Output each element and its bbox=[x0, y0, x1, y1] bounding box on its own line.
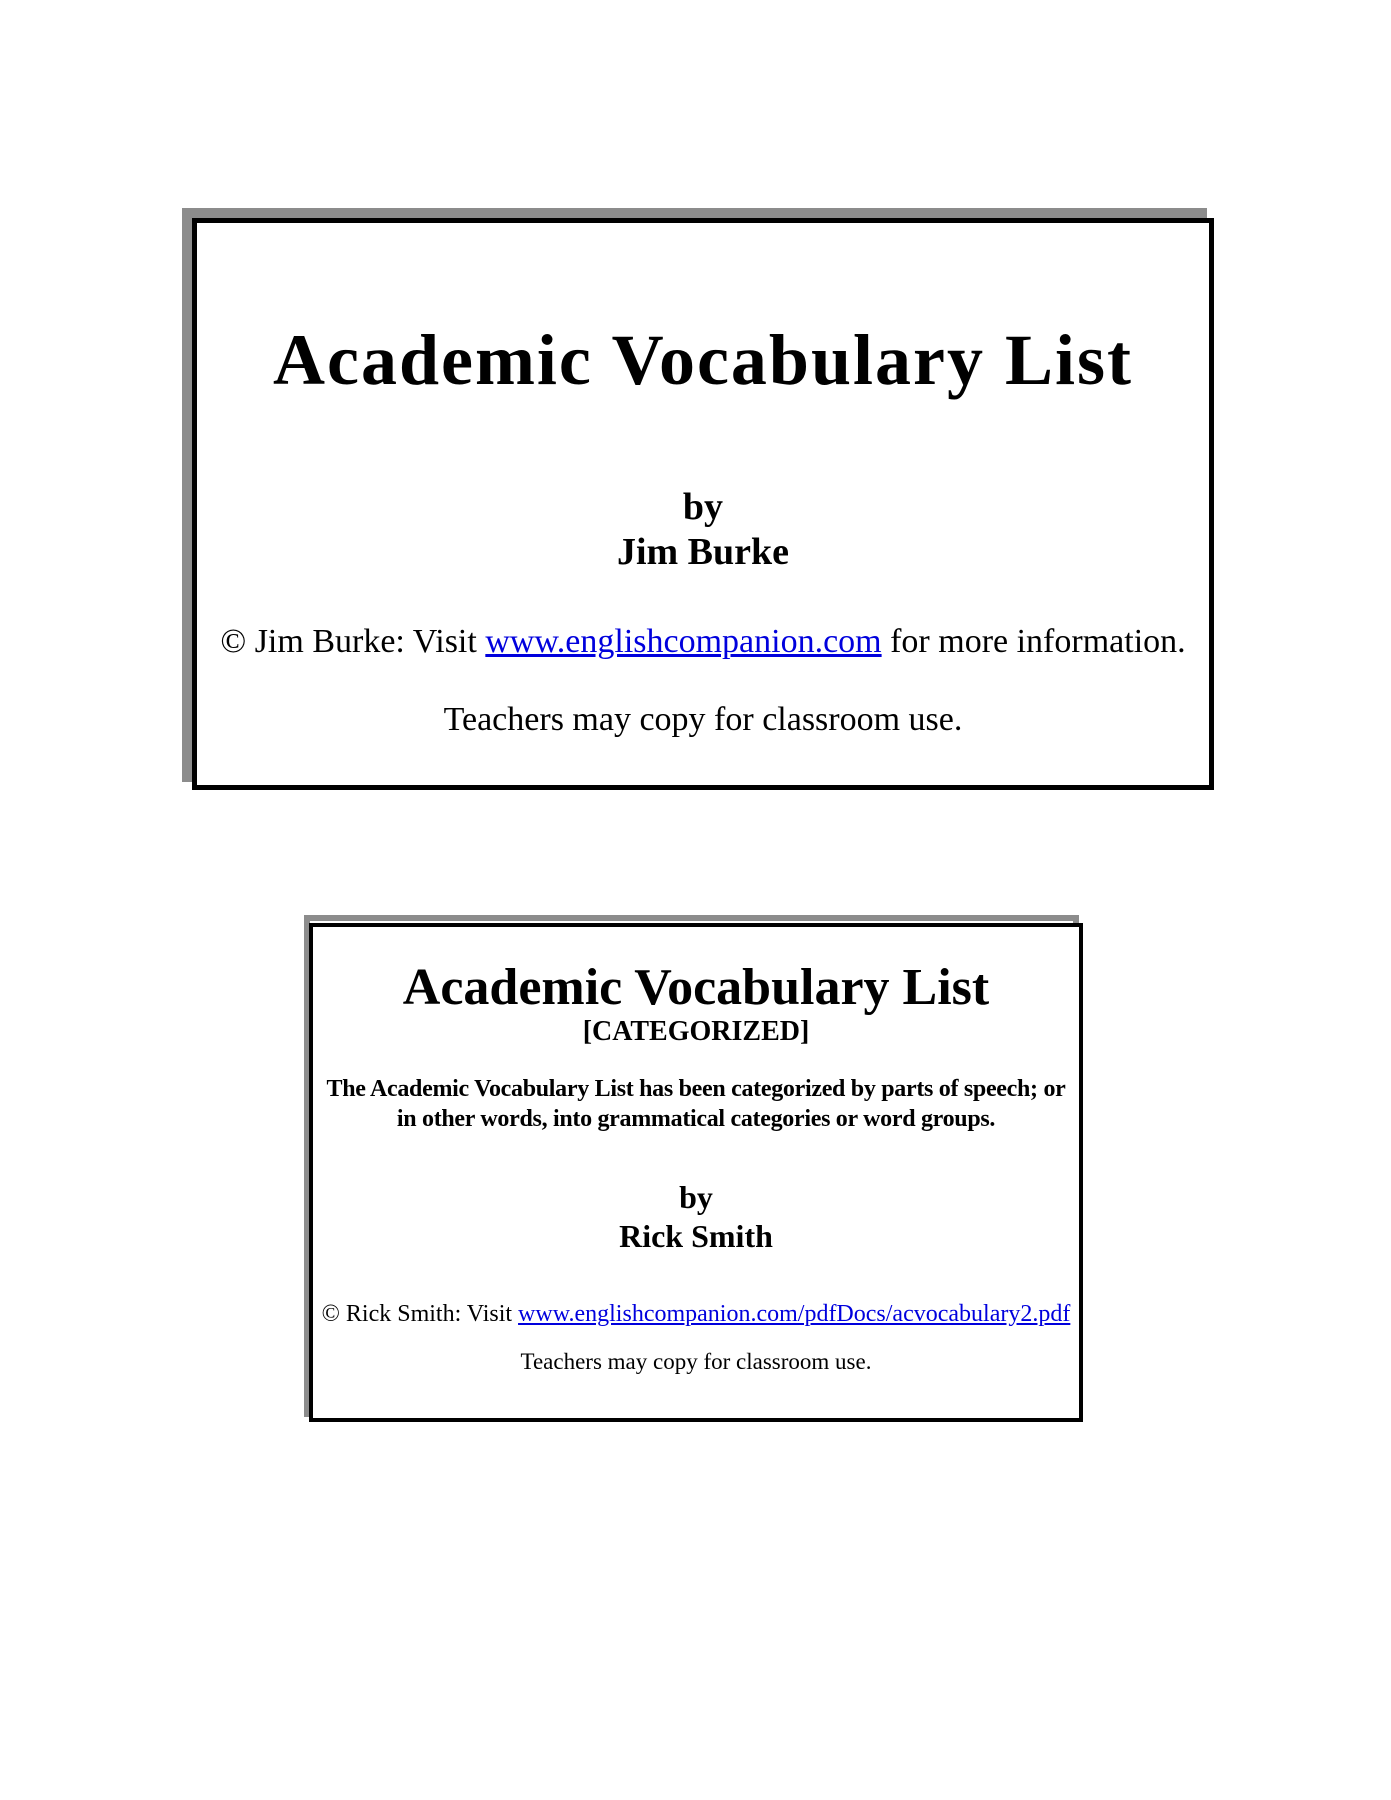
title-box-rick-smith bbox=[304, 915, 1083, 1422]
box1-author: Jim Burke bbox=[616, 531, 790, 573]
box2-author: Rick Smith bbox=[619, 1218, 773, 1254]
box1-usage-note: Teachers may copy for classroom use. bbox=[443, 701, 963, 738]
box2-description-line2: in other words, into grammatical categories or word groups. bbox=[396, 1106, 996, 1132]
box1-copyright-line bbox=[197, 619, 1209, 665]
box2-by-label: by bbox=[679, 1179, 713, 1215]
box1-copyright-suffix: for more information. bbox=[881, 623, 1186, 660]
box1-title: Academic Vocabulary List bbox=[272, 320, 1133, 400]
box2-copyright-prefix: © Rick Smith: Visit bbox=[321, 1301, 519, 1327]
box2-copyright-line bbox=[313, 1298, 1079, 1330]
box2-content bbox=[309, 923, 1083, 1422]
box1-copyright-prefix: © Jim Burke: Visit bbox=[220, 623, 486, 660]
box2-description-line1: The Academic Vocabulary List has been categorized by parts of speech; or bbox=[326, 1076, 1066, 1102]
box2-usage-note: Teachers may copy for classroom use. bbox=[520, 1349, 872, 1374]
title-box-jim-burke bbox=[182, 208, 1214, 790]
box1-content bbox=[192, 218, 1214, 790]
box1-by-label: by bbox=[682, 486, 724, 528]
box2-title: Academic Vocabulary List bbox=[402, 959, 990, 1016]
box2-pdf-link[interactable]: www.englishcompanion.com/pdfDocs/acvocabulary2.pdf bbox=[518, 1301, 1071, 1327]
box2-description bbox=[313, 1074, 1079, 1134]
box1-englishcompanion-link[interactable]: www.englishcompanion.com bbox=[485, 623, 882, 660]
box2-subtitle: [CATEGORIZED] bbox=[582, 1016, 810, 1047]
